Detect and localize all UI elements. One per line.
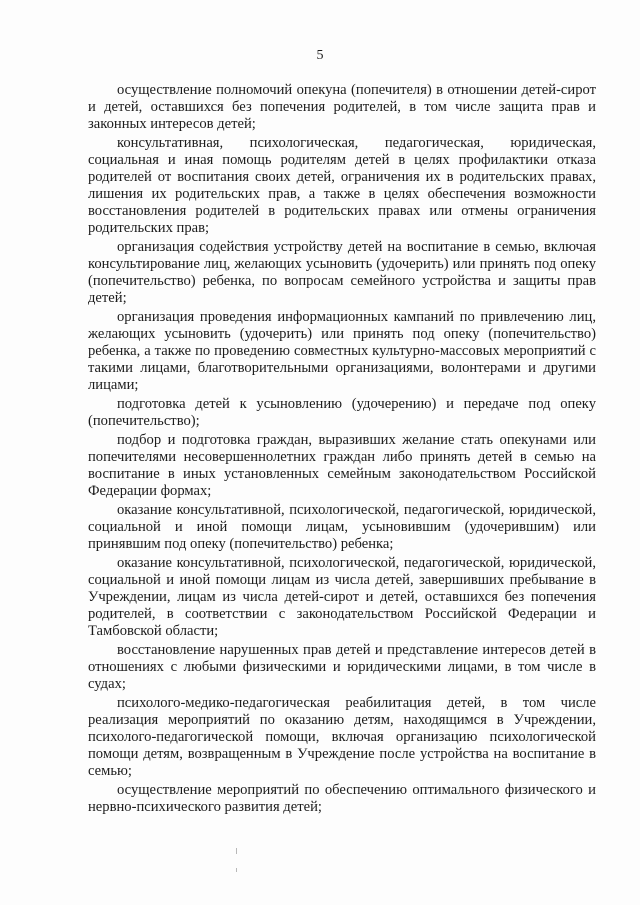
paragraph-development: осуществление мероприятий по обеспечению оптимального физического и нервно-психического развития детей; bbox=[88, 781, 596, 815]
paragraph-adopter-assistance: оказание консультативной, психологической, педагогической, юридической, социальной и иной помощи лицам, усыновившим (удочерившим) или принявшим под опеку (попечительство) ребенка; bbox=[88, 501, 596, 552]
paragraph-parent-assistance: консультативная, психологическая, педагогическая, юридическая, социальная и иная помощь родителям детей в целях профилактики отказа родителей от воспитания своих детей, ограничения их в родительских правах, лишения их родительских прав, а также в целях обеспечения возможности восстановления родителей в родительских правах или отмены ограничения родительских прав; bbox=[88, 134, 596, 237]
paragraph-graduate-assistance: оказание консультативной, психологической, педагогической, юридической, социальной и иной помощи лицам из числа детей, завершивших пребывание в Учреждении, лицам из числа детей-сирот и детей, оставшихся без попечения родителей, в соответствии с законодательством Российской Федерации и Тамбовской области; bbox=[88, 554, 596, 640]
page-number: 5 bbox=[316, 48, 324, 63]
scan-speck bbox=[236, 848, 237, 854]
paragraph-family-placement: организация содействия устройству детей на воспитание в семью, включая консультирование лиц, желающих усыновить (удочерить) или принять под опеку (попечительство) ребенка, по вопросам семейного устройства и защиты прав детей; bbox=[88, 239, 596, 307]
paragraph-citizen-selection: подбор и подготовка граждан, выразивших желание стать опекунами или попечителями несовершеннолетних граждан либо принять детей в семью на воспитание в иных установленных семейным законодательством Российской Федерации формах; bbox=[88, 431, 596, 500]
document-body bbox=[88, 82, 596, 816]
scan-speck bbox=[236, 868, 237, 872]
paragraph-rehabilitation: психолого-медико-педагогическая реабилитация детей, в том числе реализация мероприятий по оказанию детям, находящимся в Учреждении, психолого-педагогической помощи, включая организацию психологической помощи детям, возвращенным в Учреждение после устройства на воспитание в семью; bbox=[88, 694, 596, 779]
paragraph-child-preparation: подготовка детей к усыновлению (удочерению) и передаче под опеку (попечительство); bbox=[88, 396, 596, 430]
paragraph-guardian-powers: осуществление полномочий опекуна (попечителя) в отношении детей-сирот и детей, оставшихся без попечения родителей, в том числе защита прав и законных интересов детей; bbox=[88, 82, 596, 133]
paragraph-info-campaigns: организация проведения информационных кампаний по привлечению лиц, желающих усыновить (удочерить) или принять под опеку (попечительство) ребенка, а также по проведению совместных культурно-массовых мероприятий с такими лицами, благотворительными организациями, волонтерами и другими лицами; bbox=[88, 309, 596, 394]
paragraph-rights-restoration: восстановление нарушенных прав детей и представление интересов детей в отношениях с любыми физическими и юридическими лицами, в том числе в судах; bbox=[88, 641, 596, 692]
